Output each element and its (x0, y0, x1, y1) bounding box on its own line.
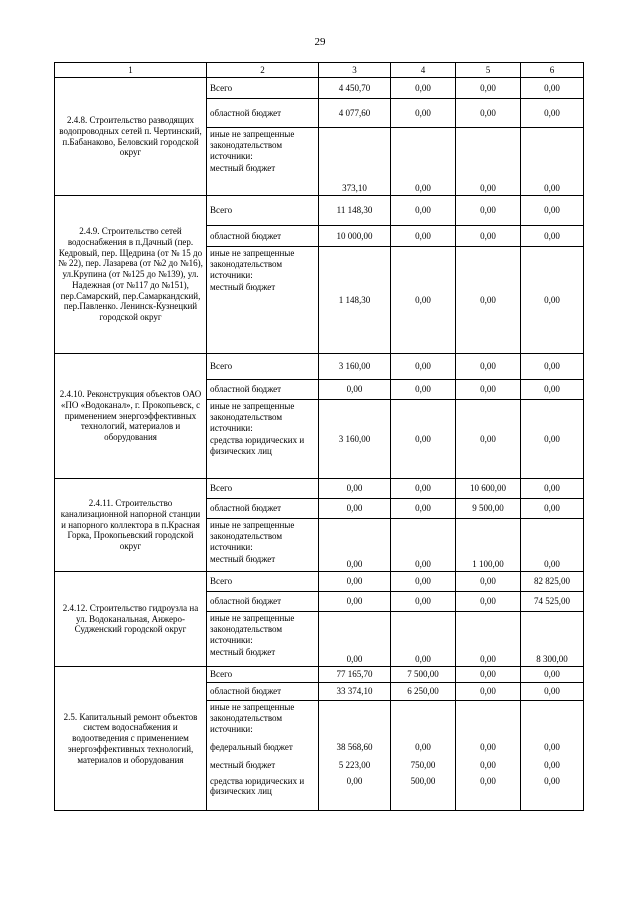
value-cell: 0,00 (521, 354, 584, 380)
value-cell: 0,00 (521, 479, 584, 499)
value-cell: 3 160,00 (319, 400, 391, 479)
value-cell: 0,00 (391, 400, 456, 479)
table-row (55, 572, 584, 592)
value-cell: 10 600,00 (456, 479, 521, 499)
value-cell: 0,00 (521, 499, 584, 519)
column-header: 6 (521, 63, 584, 78)
value-cell: 0,00 (319, 775, 391, 811)
column-header: 5 (456, 63, 521, 78)
source-cell: областной бюджет (207, 499, 319, 519)
value-cell: 373,10 (319, 128, 391, 196)
value-cell: 74 525,00 (521, 592, 584, 612)
source-cell (207, 612, 319, 667)
sub-source-label: средства юридических и физических лиц (207, 775, 319, 811)
sub-source-label: местный бюджет (210, 163, 276, 174)
value-cell: 0,00 (391, 592, 456, 612)
value-cell: 1 148,30 (319, 247, 391, 354)
other-sources-label: иные не запрещенные законодательством источники: (210, 520, 295, 552)
value-cell: 1 100,00 (456, 519, 521, 572)
source-cell (207, 247, 319, 354)
table-row (55, 667, 584, 683)
sub-source-label: средства юридических и физических лиц (210, 435, 305, 457)
value-cell: 0,00 (456, 592, 521, 612)
value-cell: 0,00 (456, 757, 521, 775)
value-cell: 0,00 (319, 612, 391, 667)
value-cell: 0,00 (456, 128, 521, 196)
value-cell: 500,00 (391, 775, 456, 811)
source-cell: областной бюджет (207, 226, 319, 247)
source-cell: областной бюджет (207, 592, 319, 612)
value-cell: 77 165,70 (319, 667, 391, 683)
value-cell: 0,00 (391, 354, 456, 380)
value-cell: 0,00 (521, 78, 584, 99)
page-number: 29 (314, 36, 326, 48)
value-cell: 0,00 (319, 479, 391, 499)
value-cell: 0,00 (521, 128, 584, 196)
value-cell: 0,00 (456, 380, 521, 400)
object-name: 2.5. Капитальный ремонт объектов систем водоснабжения и водоотведения с применением энергоэффективных технологий, материалов и оборудования (55, 667, 207, 811)
other-sources-label: иные не запрещенные законодательством источники: (210, 129, 295, 161)
value-cell: 0,00 (319, 572, 391, 592)
value-cell: 0,00 (456, 400, 521, 479)
value-cell: 0,00 (521, 757, 584, 775)
value-cell: 0,00 (456, 683, 521, 701)
source-cell: областной бюджет (207, 380, 319, 400)
source-cell: Всего (207, 196, 319, 226)
value-cell: 0,00 (521, 519, 584, 572)
sub-source-label: федеральный бюджет (207, 739, 319, 757)
source-cell: Всего (207, 667, 319, 683)
header-row (55, 63, 584, 78)
value-cell: 0,00 (521, 775, 584, 811)
value-cell: 0,00 (521, 667, 584, 683)
source-cell: областной бюджет (207, 99, 319, 128)
source-cell: областной бюджет (207, 683, 319, 701)
value-cell: 0,00 (391, 499, 456, 519)
value-cell: 0,00 (391, 99, 456, 128)
value-cell: 0,00 (319, 380, 391, 400)
object-name: 2.4.9. Строительство сетей водоснабжения в п.Дачный (пер. Кедровый, пер. Щедрина (от № 15 до № 22), пер. Лазарева (от №2 до №16), ул.Крупина (от №125 до №139), ул. Надежная (от №117 до №151), пер.Самарский, пер.Самаркандский, пер.Павленко. Ленинск-Кузнецкий городской округ (55, 196, 207, 354)
column-header: 4 (391, 63, 456, 78)
value-cell: 0,00 (456, 354, 521, 380)
value-cell: 5 223,00 (319, 757, 391, 775)
value-cell: 0,00 (456, 775, 521, 811)
object-name: 2.4.11. Строительство канализационной напорной станции и напорного коллектора в п.Красная Горка, Прокопьевский городской округ (55, 479, 207, 572)
value-cell: 82 825,00 (521, 572, 584, 592)
value-cell: 10 000,00 (319, 226, 391, 247)
column-header: 3 (319, 63, 391, 78)
value-cell: 0,00 (521, 226, 584, 247)
value-cell: 6 250,00 (391, 683, 456, 701)
object-name: 2.4.8. Строительство разводящих водопроводных сетей п. Чертинский, п.Бабанаково, Беловский городской округ (55, 78, 207, 196)
column-header: 2 (207, 63, 319, 78)
value-cell: 0,00 (456, 739, 521, 757)
source-cell: Всего (207, 572, 319, 592)
value-cell: 0,00 (319, 592, 391, 612)
value-cell: 0,00 (391, 226, 456, 247)
value-cell: 0,00 (319, 519, 391, 572)
value-cell: 0,00 (391, 128, 456, 196)
value-cell: 0,00 (391, 78, 456, 99)
source-cell (207, 519, 319, 572)
other-sources-label: иные не запрещенные законодательством источники: (210, 401, 295, 433)
value-cell: 0,00 (391, 519, 456, 572)
sub-source-label: местный бюджет (210, 554, 276, 565)
sub-source-label: местный бюджет (207, 757, 319, 775)
value-cell: 0,00 (521, 400, 584, 479)
source-cell: Всего (207, 479, 319, 499)
value-cell: 4 450,70 (319, 78, 391, 99)
value-cell: 0,00 (391, 380, 456, 400)
value-cell: 0,00 (456, 247, 521, 354)
value-cell: 0,00 (456, 667, 521, 683)
value-cell: 0,00 (521, 683, 584, 701)
value-cell: 0,00 (521, 380, 584, 400)
source-cell: Всего (207, 78, 319, 99)
value-cell: 8 300,00 (521, 612, 584, 667)
value-cell: 0,00 (456, 612, 521, 667)
value-cell: 0,00 (521, 99, 584, 128)
value-cell: 0,00 (521, 196, 584, 226)
value-cell: 0,00 (456, 572, 521, 592)
sub-source-label: местный бюджет (210, 647, 276, 658)
value-cell: 11 148,30 (319, 196, 391, 226)
value-cell: 7 500,00 (391, 667, 456, 683)
value-cell: 9 500,00 (456, 499, 521, 519)
table-row (55, 196, 584, 226)
value-cell: 4 077,60 (319, 99, 391, 128)
object-name: 2.4.12. Строительство гидроузла на ул. Водоканальная, Анжеро-Судженский городской округ (55, 572, 207, 667)
value-cell: 0,00 (391, 612, 456, 667)
table-row (55, 354, 584, 380)
value-cell: 0,00 (456, 99, 521, 128)
other-sources-label: иные не запрещенные законодательством источники: (207, 701, 319, 739)
value-cell: 0,00 (456, 78, 521, 99)
value-cell: 0,00 (521, 247, 584, 354)
value-cell: 0,00 (391, 247, 456, 354)
value-cell: 0,00 (456, 226, 521, 247)
value-cell: 0,00 (456, 196, 521, 226)
table-row (55, 479, 584, 499)
sub-source-label: местный бюджет (210, 282, 276, 293)
source-cell: Всего (207, 354, 319, 380)
value-cell: 33 374,10 (319, 683, 391, 701)
value-cell: 0,00 (391, 479, 456, 499)
object-name: 2.4.10. Реконструкция объектов ОАО «ПО «Водоканал», г. Прокопьевск, с применением энергоэффективных технологий, материалов и оборудования (55, 354, 207, 479)
value-cell: 0,00 (521, 739, 584, 757)
value-cell: 0,00 (319, 499, 391, 519)
table-row (55, 78, 584, 99)
value-cell: 3 160,00 (319, 354, 391, 380)
source-cell (207, 400, 319, 479)
value-cell: 38 568,60 (319, 739, 391, 757)
other-sources-label: иные не запрещенные законодательством источники: (210, 248, 295, 280)
budget-table (54, 62, 584, 811)
value-cell: 750,00 (391, 757, 456, 775)
other-sources-label: иные не запрещенные законодательством источники: (210, 613, 295, 645)
value-cell: 0,00 (391, 196, 456, 226)
source-cell (207, 128, 319, 196)
value-cell: 0,00 (391, 572, 456, 592)
value-cell: 0,00 (391, 739, 456, 757)
column-header: 1 (55, 63, 207, 78)
